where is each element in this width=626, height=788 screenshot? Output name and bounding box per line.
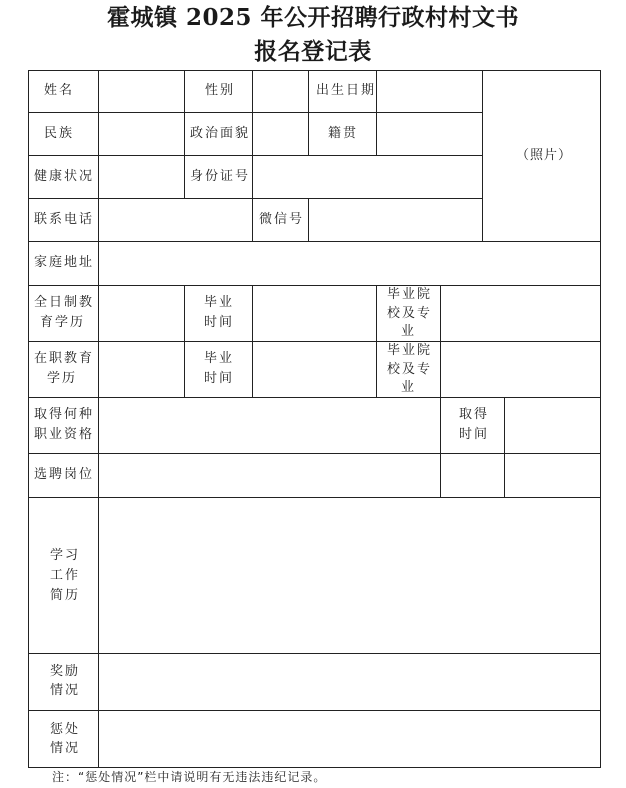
obtain-time-label-1: 取得	[459, 407, 490, 422]
health-label: 健康状况	[34, 169, 95, 184]
penalty-label-1: 惩处	[50, 722, 81, 737]
resume-label-2: 工作	[50, 568, 81, 583]
grad-time-label-2: 时间	[204, 315, 235, 330]
grad-school-label-2: 校及专	[387, 306, 433, 321]
qualification-label-2: 职业资格	[34, 427, 95, 442]
penalty-label-2: 情况	[50, 741, 81, 756]
grad-school2-label-3: 业	[401, 380, 417, 395]
form-border	[28, 70, 601, 768]
grad-school-label-1: 毕业院	[387, 287, 433, 302]
photo-placeholder: （照片）	[516, 148, 573, 163]
gender-label: 性别	[205, 83, 236, 98]
address-label: 家庭地址	[34, 255, 95, 270]
wechat-label: 微信号	[259, 212, 305, 227]
grad-school2-label-2: 校及专	[387, 362, 433, 377]
grad-school-label-3: 业	[401, 324, 417, 339]
fulltime-edu-label-1: 全日制教	[34, 295, 95, 310]
footnote: 注：“惩处情况”栏中请说明有无违法违纪记录。	[52, 770, 327, 784]
grad-time2-label-2: 时间	[204, 371, 235, 386]
obtain-time-label-2: 时间	[459, 427, 490, 442]
registration-form	[28, 70, 601, 768]
phone-label: 联系电话	[34, 212, 95, 227]
form-subtitle: 报名登记表	[254, 38, 372, 65]
grad-time2-label-1: 毕业	[204, 351, 235, 366]
inservice-edu-label-2: 学历	[47, 371, 78, 386]
ethnicity-label: 民族	[44, 126, 75, 141]
resume-label-1: 学习	[50, 548, 81, 563]
native-place-label: 籍贯	[328, 126, 359, 141]
awards-label-2: 情况	[50, 683, 81, 698]
position-label: 选聘岗位	[34, 467, 95, 482]
id-number-label: 身份证号	[190, 169, 251, 184]
birth-date-label: 出生日期	[316, 83, 377, 98]
qualification-label-1: 取得何种	[34, 407, 95, 422]
name-label: 姓名	[44, 83, 75, 98]
grad-time-label-1: 毕业	[204, 295, 235, 310]
form-title: 霍城镇 2025 年公开招聘行政村村文书	[106, 4, 520, 31]
inservice-edu-label-1: 在职教育	[34, 351, 95, 366]
political-status-label: 政治面貌	[190, 126, 251, 141]
resume-label-3: 简历	[50, 588, 81, 603]
awards-label-1: 奖励	[50, 664, 81, 679]
grad-school2-label-1: 毕业院	[387, 343, 433, 358]
fulltime-edu-label-2: 育学历	[40, 315, 86, 330]
